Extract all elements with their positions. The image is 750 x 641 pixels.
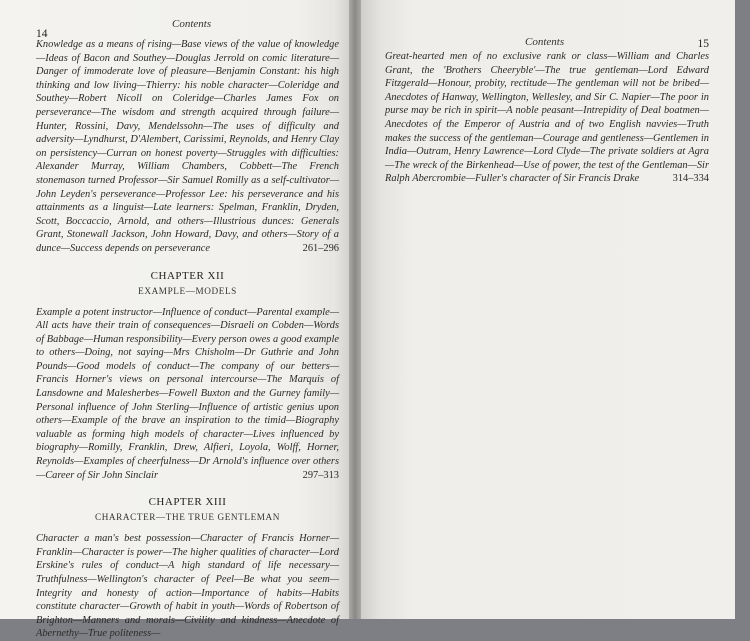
chapter-xi-page-range: 261–296 [302, 242, 339, 254]
chapter-xi-continuation [36, 38, 339, 256]
chapter-xiii-summary [36, 532, 339, 641]
chapter-xii-page-range: 297–313 [302, 469, 339, 481]
chapter-xiii-summary-text: Character a man's best possession—Character of Francis Horner—Franklin—Character is power—The higher qualities of character—Lord Erskine's rules of conduct—A high standard of life necessary—Truthfulness—Wellington's character of Peel—Be what you seem—Integrity and honesty of action—Importance of habits—Habits constitute character—Growth of habit in youth—Words of Robertson of Brighton—Manners and morals—Civility and kindness—Anecdote of Abernethy—True politeness— [36, 533, 339, 640]
chapter-xii-summary [36, 306, 339, 483]
chapter-xii-summary-text: Example a potent instructor—Influence of conduct—Parental example—All acts have their train of consequences—Disraeli on Cobden—Words of Babbage—Human responsibility—Every person owes a good example to others—Doing, not saying—Mrs Chisholm—Dr Guthrie and John Pounds—Good models of conduct—The company of our betters—Francis Horner's views on personal intercourse—The Marquis of Lansdowne and Malesherbes—Fowell Buxton and the Gurney family—Personal influence of John Sterling—Influence of artistic genius upon others—Example of the brave an inspiration to the timid—Biography valuable as forming high models of character—Lives influenced by biography—Romilly, Franklin, Drew, Alfieri, Loyola, Wolff, Horner, Reynolds—Examples of cheerfulness—Dr Arnold's influence over others—Career of Sir John Sinclair [36, 306, 339, 481]
right-running-head [385, 16, 709, 50]
left-page [0, 0, 349, 640]
right-running-title: Contents [525, 36, 565, 48]
chapter-xii-title: EXAMPLE—MODELS [138, 285, 237, 296]
book-gutter [349, 0, 361, 619]
chapter-xiii-continuation [385, 50, 709, 186]
chapter-xiii-page-range: 314–334 [672, 173, 709, 185]
chapter-xii-heading: CHAPTER XII [150, 269, 225, 282]
chapter-xiii-continuation-text: Great-hearted men of no exclusive rank or class—William and Charles Grant, the 'Brothers Cheeryble'—The true gentleman—Lord Edward Fitzgerald—Honour, probity, rectitude—The gentleman will not be bribed—Anecdotes of Hanway, Wellington, Wellesley, and Sir C. Napier—The poor in purse may be rich in spirit—A noble peasant—Intrepidity of Deal boatmen—Anecdotes of the Emperor of Austria and of two English navvies—Truth makes the success of the gentleman—Courage and gentleness—Gentlemen in India—Outram, Henry Lawrence—Lord Clyde—The private soldiers at Agra—The wreck of the Birkenhead—Use of power, the test of the Gentleman—Sir Ralph Abercrombie—Fuller's character of Sir Francis Drake [385, 51, 709, 185]
chapter-xi-continuation-text: Knowledge as a means of rising—Base views of the value of knowledge—Ideas of Bacon and Southey—Douglas Jerrold on comic literature—Danger of immoderate love of pleasure—Benjamin Constant: his high thinking and low living—Thierry: his noble character—Coleridge and Southey—Robert Nicoll on Coleridge—Charles James Fox on perseverance—The wisdom and strength acquired through failure—Hunter, Rossini, Davy, Mendelssohn—The uses of difficulty and adversity—Lyndhurst, D'Alembert, Carissimi, Reynolds, and Henry Clay on persistency—Curran on honest poverty—Struggles with difficulties: Alexander Murray, William Chambers, Cobbett—The French stonemason turned Professor—Sir Samuel Romilly as a self-cultivator—John Leyden's perseverance—Professor Lee: his perseverance and his attainments as a linguist—Late learners: Spelman, Franklin, Dryden, Scott, Boccaccio, Arnold, and others—Illustrious dunces: Generals Grant, Stonewall Jackson, John Howard, Davy, and others—Story of a dunce—Success depends on perseverance [36, 39, 339, 254]
left-page-number: 14 [36, 28, 48, 40]
right-page [361, 0, 735, 619]
right-page-number: 15 [697, 38, 709, 50]
left-running-title: Contents [172, 18, 212, 30]
chapter-xiii-heading: CHAPTER XIII [148, 496, 227, 509]
chapter-xiii-title: CHARACTER—THE TRUE GENTLEMAN [94, 512, 281, 523]
left-running-head [36, 16, 339, 38]
